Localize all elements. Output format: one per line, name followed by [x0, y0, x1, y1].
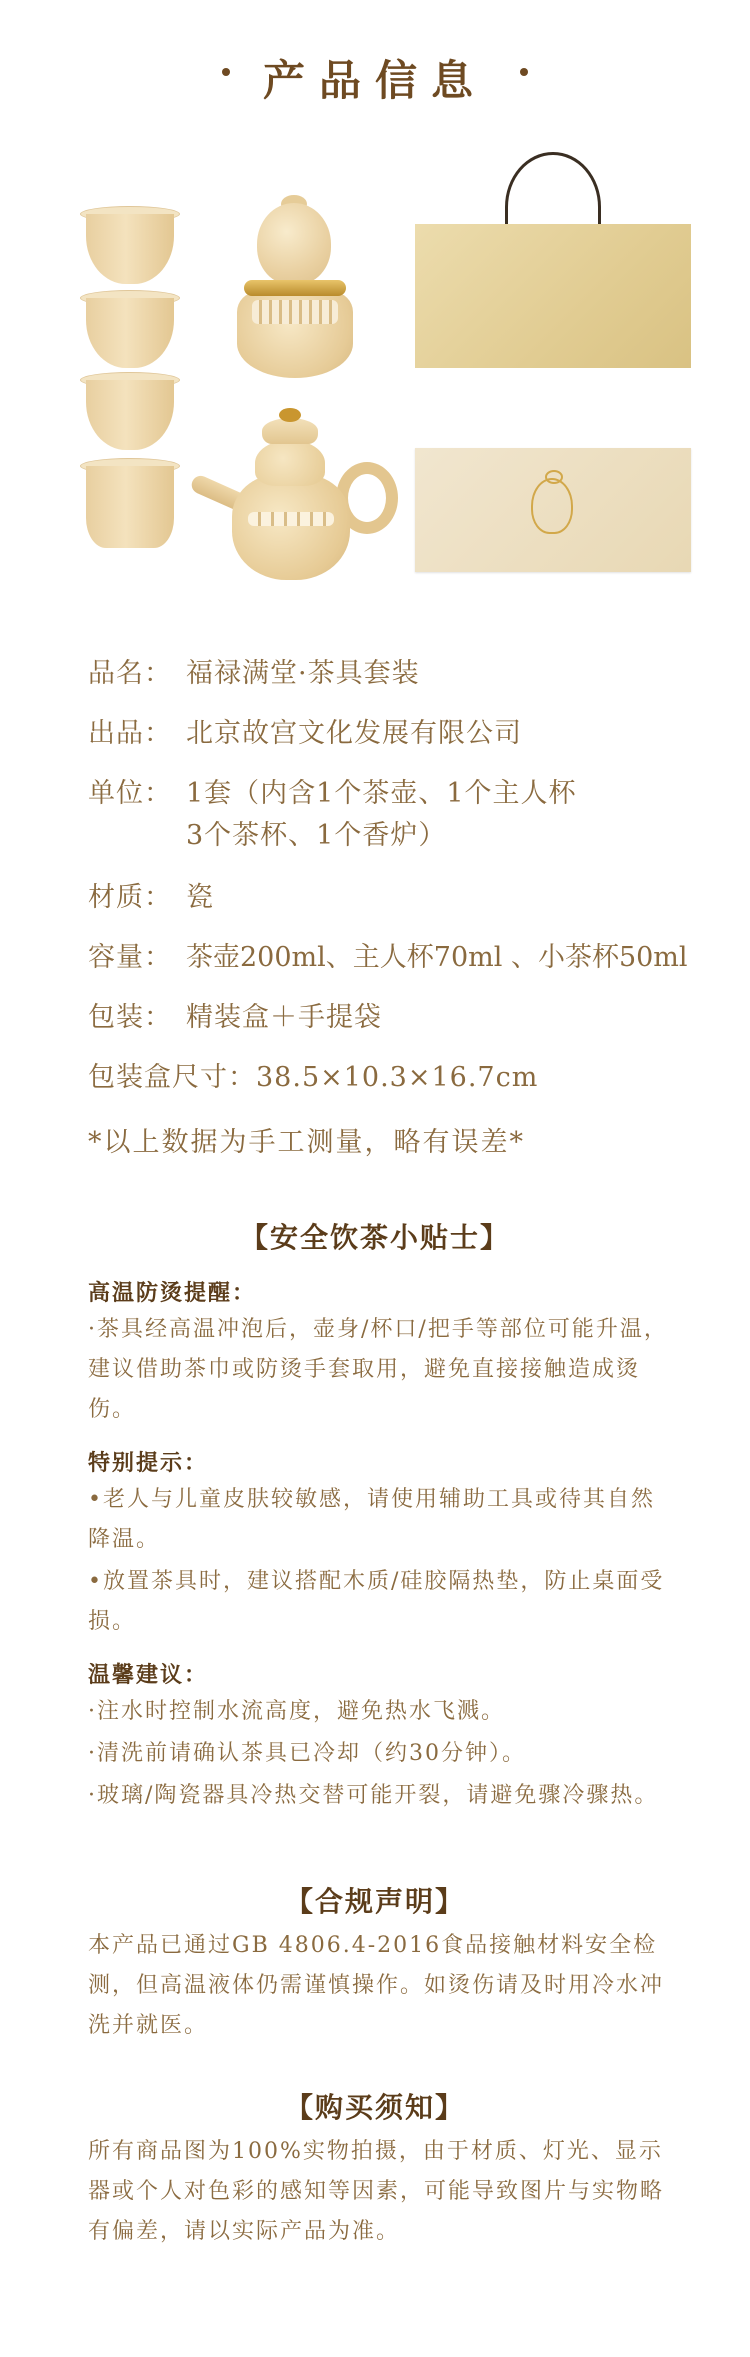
warm-advice-item: ·注水时控制水流高度，避免热水飞溅。 — [88, 1699, 505, 1724]
gift-bag-image — [415, 224, 691, 368]
bullet-dot-icon — [520, 68, 528, 76]
spec-row-material: 材质： 瓷 — [88, 882, 214, 913]
spec-row-box-size: 包装盒尺寸： 38.5×10.3×16.7cm — [88, 1062, 539, 1093]
special-notice-heading: 特别提示： — [88, 1450, 209, 1476]
compliance-title: 【合规声明】 — [284, 1885, 465, 1918]
warm-advice-heading: 温馨建议： — [88, 1662, 209, 1688]
spec-row-capacity: 容量： 茶壶200ml、主人杯70ml 、小茶杯50ml — [88, 942, 688, 973]
safety-tips-title: 【安全饮茶小贴士】 — [239, 1221, 510, 1254]
spec-row-packaging: 包装： 精装盒＋手提袋 — [88, 1002, 382, 1033]
hot-warning-text: ·茶具经高温冲泡后，壶身/杯口/把手等部位可能升温，建议借助茶巾或防烫手套取用，避免直接接触造成烫伤。 — [88, 1317, 668, 1422]
page-title: 产品信息 — [262, 56, 487, 105]
section-header — [0, 38, 750, 118]
host-cup-image — [80, 458, 180, 548]
special-notice-item: •放置茶具时，建议搭配木质/硅胶隔热垫，防止桌面受损。 — [88, 1569, 665, 1634]
compliance-text: 本产品已通过GB 4806.4-2016食品接触材料安全检测，但高温液体仍需谨慎操作。如烫伤请及时用冷水冲洗并就医。 — [88, 1933, 665, 2038]
measurement-note: *以上数据为手工测量，略有误差* — [88, 1127, 525, 1158]
purchase-notice-title: 【购买须知】 — [284, 2091, 465, 2124]
special-notice-item: •老人与儿童皮肤较敏感，请使用辅助工具或待其自然降温。 — [88, 1487, 655, 1552]
purchase-notice-text: 所有商品图为100%实物拍摄，由于材质、灯光、显示器或个人对色彩的感知等因素，可能导致图片与实物略有偏差，请以实际产品为准。 — [88, 2139, 665, 2244]
warm-advice-item: ·清洗前请确认茶具已冷却（约30分钟）。 — [88, 1741, 526, 1766]
tea-cup-image — [80, 290, 180, 368]
spec-row-unit: 单位： 1套（内含1个茶壶、1个主人杯 3个茶杯、1个香炉） — [88, 778, 577, 851]
hot-warning-heading: 高温防烫提醒： — [88, 1280, 257, 1306]
spec-row-producer: 出品： 北京故宫文化发展有限公司 — [88, 718, 522, 749]
spec-row-name: 品名： 福禄满堂·茶具套装 — [88, 658, 420, 689]
warm-advice-item: ·玻璃/陶瓷器具冷热交替可能开裂，请避免骤冷骤热。 — [88, 1783, 659, 1808]
tea-cup-image — [80, 372, 180, 450]
tea-cup-image — [80, 206, 180, 284]
